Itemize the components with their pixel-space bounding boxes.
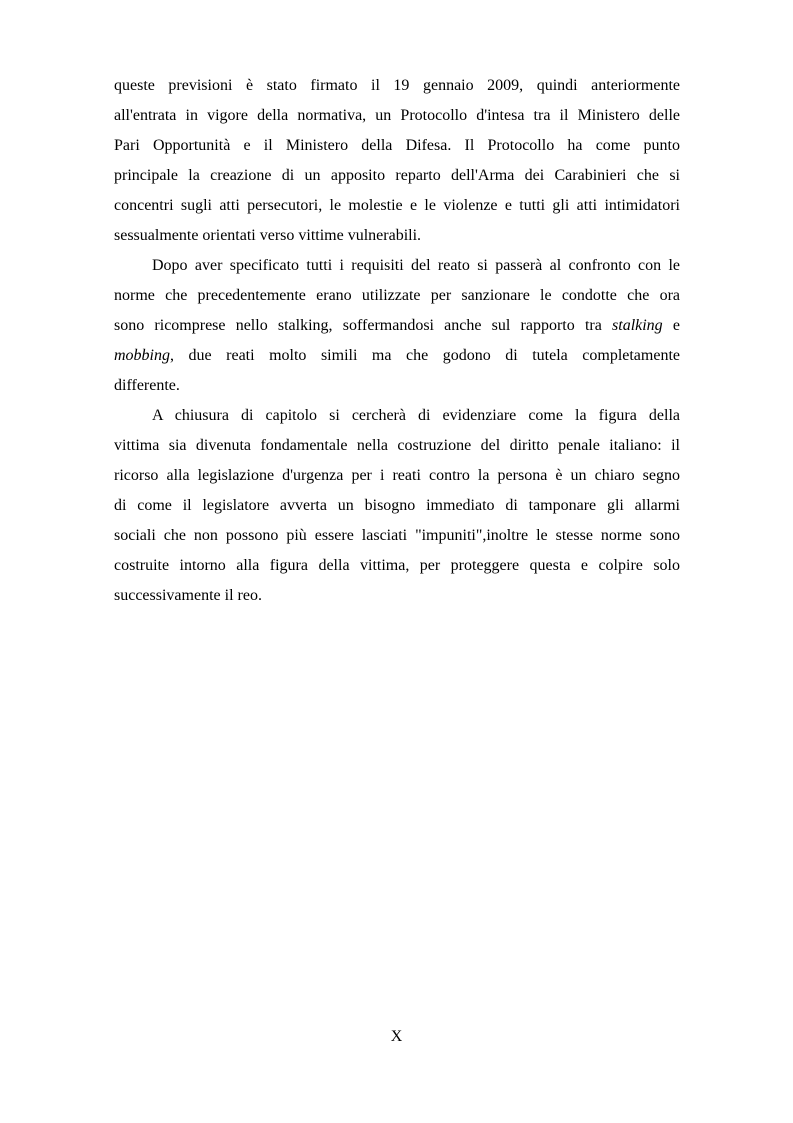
paragraph-1 xyxy=(114,71,680,251)
text-line: di come il legislatore avverta un bisogno immediato di tamponare gli allarmi xyxy=(114,497,680,514)
text-run: , due reati molto simili ma che godono di tutela completamente xyxy=(170,347,680,364)
text-line xyxy=(114,341,680,371)
text-line: vittima sia divenuta fondamentale nella costruzione del diritto penale italiano: il xyxy=(114,437,680,454)
italic-term: mobbing xyxy=(114,347,170,364)
text-line: norme che precedentemente erano utilizzate per sanzionare le condotte che ora xyxy=(114,287,680,304)
text-line: Dopo aver specificato tutti i requisiti del reato si passerà al confronto con le xyxy=(152,257,680,274)
page-number: X xyxy=(390,1028,403,1045)
text-line: costruite intorno alla figura della vittima, per proteggere questa e colpire solo xyxy=(114,557,680,574)
text-line xyxy=(114,311,680,341)
italic-term: stalking xyxy=(612,317,663,334)
text-line: differente. xyxy=(114,377,180,394)
text-line: sociali che non possono più essere lasciati "impuniti",inoltre le stesse norme sono xyxy=(114,527,680,544)
text-line: sessualmente orientati verso vittime vulnerabili. xyxy=(114,227,422,244)
text-line: A chiusura di capitolo si cercherà di evidenziare come la figura della xyxy=(152,407,680,424)
text-line: queste previsioni è stato firmato il 19 gennaio 2009, quindi anteriormente xyxy=(114,77,680,94)
paragraph-2 xyxy=(114,251,680,401)
text-run: sono ricomprese nello stalking, soffermandosi anche sul rapporto tra xyxy=(114,317,613,334)
text-line: concentri sugli atti persecutori, le molestie e le violenze e tutti gli atti intimidatori xyxy=(114,197,680,214)
body-text xyxy=(114,71,680,611)
text-line: ricorso alla legislazione d'urgenza per i reati contro la persona è un chiaro segno xyxy=(114,467,680,484)
paragraph-3 xyxy=(114,401,680,611)
text-line: Pari Opportunità e il Ministero della Difesa. Il Protocollo ha come punto xyxy=(114,137,680,154)
text-line: successivamente il reo. xyxy=(114,587,262,604)
text-run: e xyxy=(662,317,680,334)
text-line: all'entrata in vigore della normativa, un Protocollo d'intesa tra il Ministero delle xyxy=(114,107,680,124)
text-line: principale la creazione di un apposito reparto dell'Arma dei Carabinieri che si xyxy=(114,167,680,184)
